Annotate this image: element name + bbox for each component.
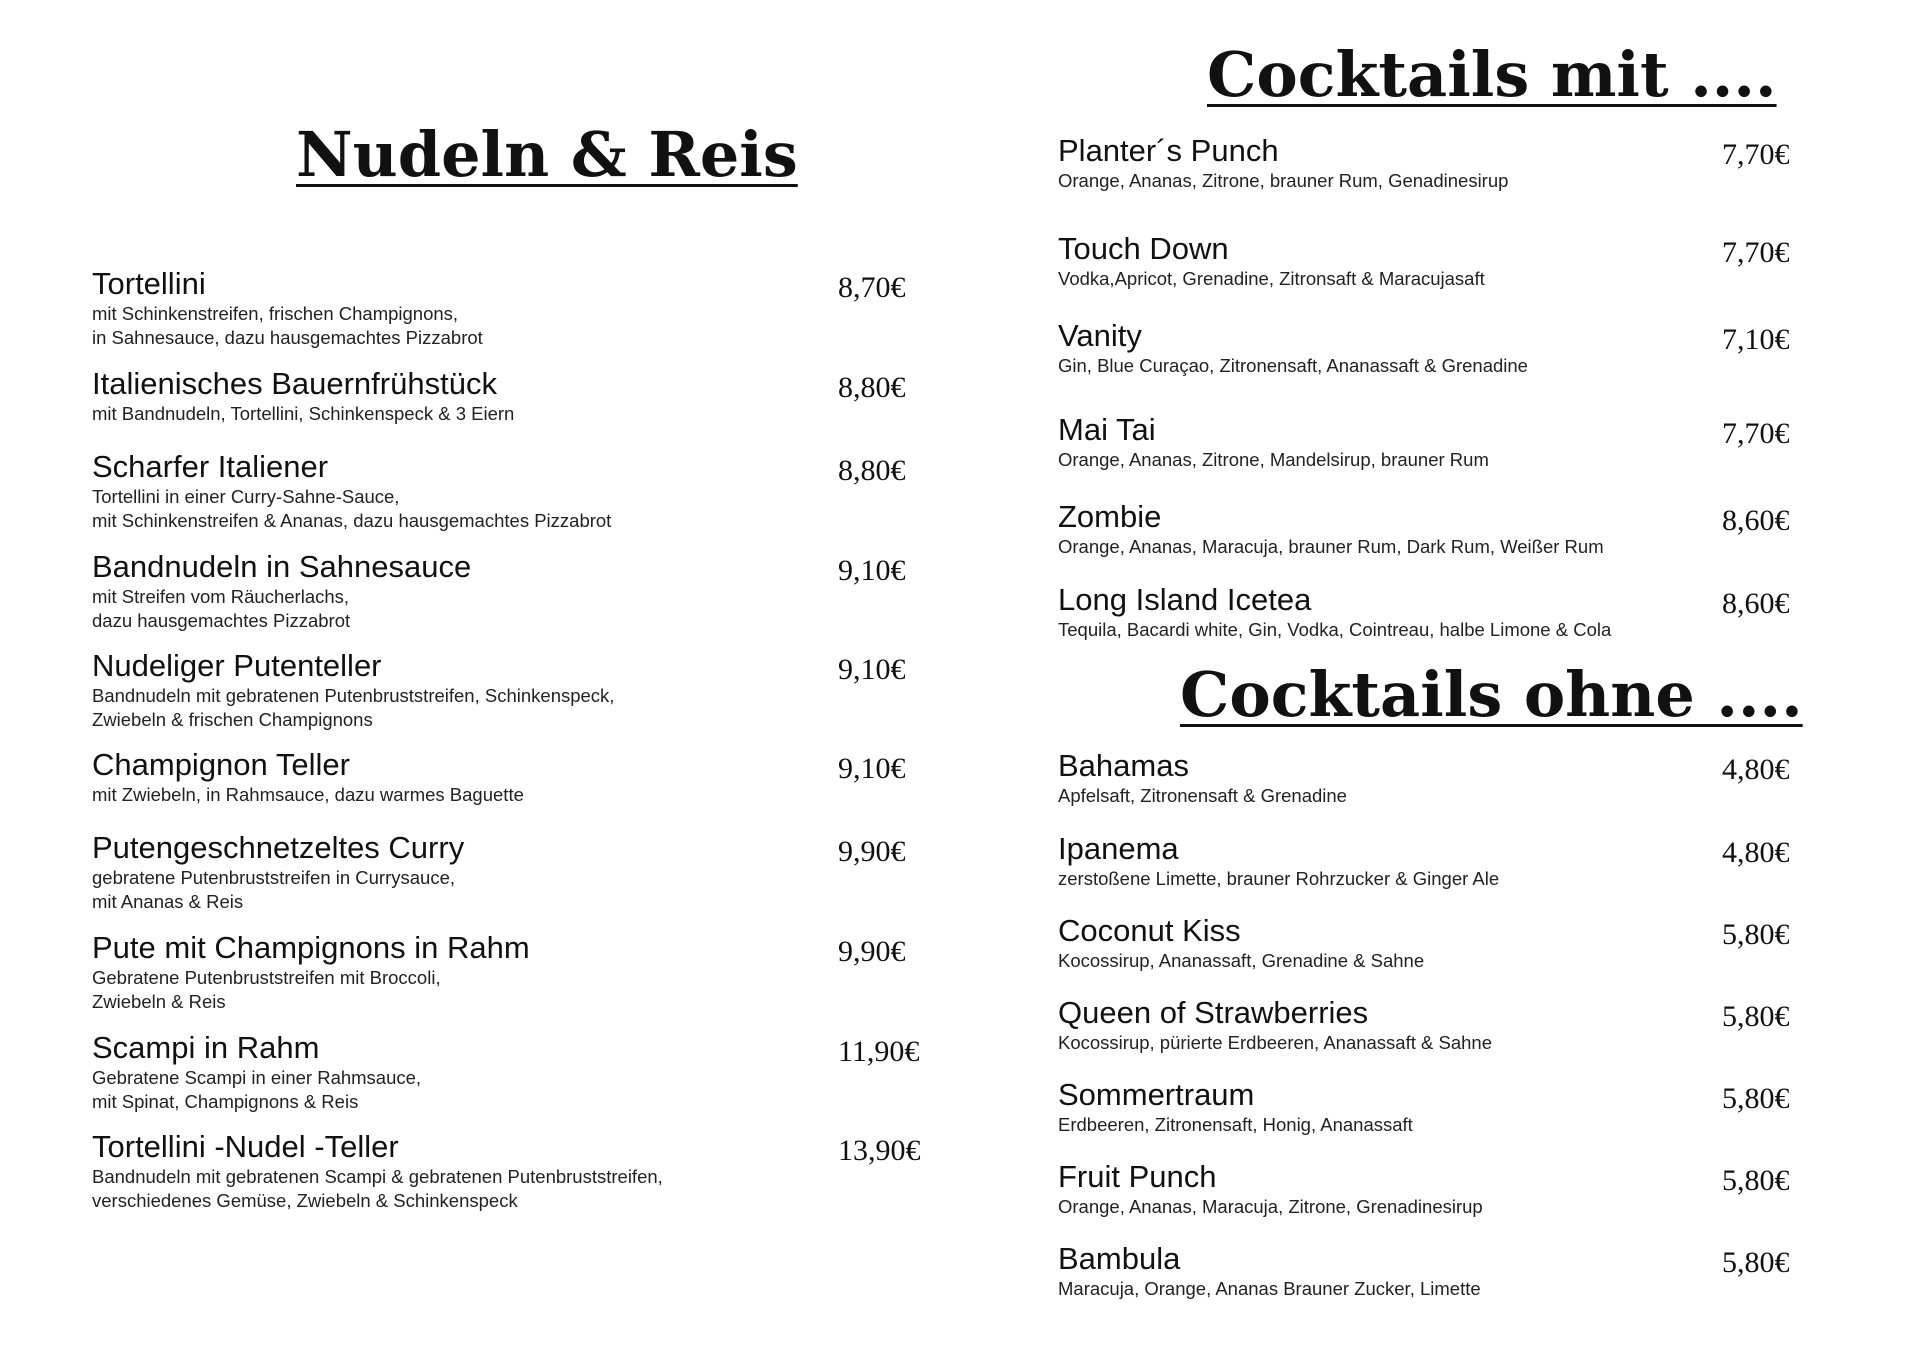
menu-item-name: Fruit Punch [1058,1159,1217,1194]
menu-item-description: gebratene Putenbruststreifen in Currysauce, mit Ananas & Reis [92,867,456,912]
menu-item [1058,582,1778,642]
menu-item [92,366,812,426]
menu-item [1058,1241,1778,1301]
menu-item-description: mit Zwiebeln, in Rahmsauce, dazu warmes Baguette [92,784,524,805]
menu-item-price: 9,10€ [838,554,906,587]
menu-item-price: 7,70€ [1722,236,1790,269]
menu-item-price: 9,10€ [838,653,906,686]
menu-item [92,930,812,1014]
menu-item-description: Erdbeeren, Zitronensaft, Honig, Ananassaft [1058,1114,1413,1135]
menu-item-price: 11,90€ [838,1035,920,1068]
menu-item [92,1129,812,1213]
section-title-nudeln-reis: Nudeln & Reis [296,118,798,191]
menu-item [92,830,812,914]
menu-item [92,1030,812,1114]
menu-item [1058,318,1778,378]
menu-item [1058,831,1778,891]
menu-item-description: Bandnudeln mit gebratenen Scampi & gebratenen Putenbruststreifen, verschiedenes Gemüse, Zwiebeln & Schinkenspeck [92,1166,663,1211]
menu-item-price: 9,90€ [838,835,906,868]
menu-item-name: Mai Tai [1058,412,1156,447]
menu-item-description: Kocossirup, Ananassaft, Grenadine & Sahne [1058,950,1425,971]
menu-item [1058,913,1778,973]
menu-item-description: Gebratene Putenbruststreifen mit Broccoli, Zwiebeln & Reis [92,967,441,1012]
menu-item-price: 8,60€ [1722,587,1790,620]
menu-item-description: Kocossirup, pürierte Erdbeeren, Ananassaft & Sahne [1058,1032,1492,1053]
menu-item-name: Italienisches Bauernfrühstück [92,366,497,401]
menu-item [1058,1159,1778,1219]
menu-item-description: Orange, Ananas, Zitrone, brauner Rum, Genadinesirup [1058,170,1509,191]
menu-item [92,449,812,533]
menu-item-name: Bandnudeln in Sahnesauce [92,549,472,584]
menu-item-name: Sommertraum [1058,1077,1255,1112]
menu-item-name: Ipanema [1058,831,1179,866]
menu-item-description: Bandnudeln mit gebratenen Putenbruststreifen, Schinkenspeck, Zwiebeln & frischen Champignons [92,685,615,730]
menu-item-price: 8,80€ [838,454,906,487]
menu-item-name: Queen of Strawberries [1058,995,1369,1030]
menu-item-price: 4,80€ [1722,836,1790,869]
menu-item-name: Scharfer Italiener [92,449,329,484]
menu-item-price: 8,60€ [1722,504,1790,537]
menu-item [1058,133,1778,193]
menu-item-price: 4,80€ [1722,753,1790,786]
menu-item-price: 9,10€ [838,752,906,785]
menu-item [92,549,812,633]
menu-item-name: Nudeliger Putenteller [92,648,382,683]
menu-item [1058,499,1778,559]
menu-item [1058,412,1778,472]
menu-item-price: 9,90€ [838,935,906,968]
menu-item-description: Tortellini in einer Curry-Sahne-Sauce, mit Schinkenstreifen & Ananas, dazu hausgemachtes Pizzabrot [92,486,612,531]
menu-item-price: 7,10€ [1722,323,1790,356]
menu-item-description: mit Schinkenstreifen, frischen Champignons, in Sahnesauce, dazu hausgemachtes Pizzabrot [92,303,483,348]
menu-item-description: Gin, Blue Curaçao, Zitronensaft, Ananassaft & Grenadine [1058,355,1528,376]
menu-item-description: Maracuja, Orange, Ananas Brauner Zucker, Limette [1058,1278,1481,1299]
menu-item-price: 5,80€ [1722,1246,1790,1279]
menu-item-description: Orange, Ananas, Maracuja, brauner Rum, Dark Rum, Weißer Rum [1058,536,1604,557]
menu-item-name: Bambula [1058,1241,1181,1276]
menu-item-price: 8,80€ [838,371,906,404]
menu-item-price: 5,80€ [1722,918,1790,951]
menu-item-price: 7,70€ [1722,417,1790,450]
menu-item-description: Apfelsaft, Zitronensaft & Grenadine [1058,785,1347,806]
menu-item-name: Touch Down [1058,231,1229,266]
menu-item-price: 7,70€ [1722,138,1790,171]
menu-item [1058,231,1778,291]
menu-item-name: Planter´s Punch [1058,133,1279,168]
section-title-cocktails-mit: Cocktails mit .... [1207,38,1777,111]
menu-item-name: Scampi in Rahm [92,1030,320,1065]
menu-item [92,747,812,807]
menu-item-name: Putengeschnetzeltes Curry [92,830,465,865]
menu-item-name: Zombie [1058,499,1162,534]
menu-item-price: 8,70€ [838,271,906,304]
menu-item-name: Champignon Teller [92,747,350,782]
menu-item [92,266,812,350]
menu-item-description: mit Streifen vom Räucherlachs, dazu hausgemachtes Pizzabrot [92,586,351,631]
menu-item-price: 13,90€ [838,1134,921,1167]
menu-item-description: Vodka,Apricot, Grenadine, Zitronsaft & Maracujasaft [1058,268,1485,289]
menu-item-name: Pute mit Champignons in Rahm [92,930,530,965]
menu-item-price: 5,80€ [1722,1164,1790,1197]
menu-item-description: Tequila, Bacardi white, Gin, Vodka, Cointreau, halbe Limone & Cola [1058,619,1612,640]
menu-item-description: Orange, Ananas, Zitrone, Mandelsirup, brauner Rum [1058,449,1489,470]
menu-item-description: Gebratene Scampi in einer Rahmsauce, mit Spinat, Champignons & Reis [92,1067,422,1112]
menu-item-price: 5,80€ [1722,1000,1790,1033]
menu-item-description: zerstoßene Limette, brauner Rohrzucker & Ginger Ale [1058,868,1500,889]
section-title-cocktails-ohne: Cocktails ohne .... [1180,658,1803,731]
menu-item [92,648,812,732]
menu-item [1058,1077,1778,1137]
menu-item-name: Tortellini [92,266,206,301]
menu-item-description: Orange, Ananas, Maracuja, Zitrone, Grenadinesirup [1058,1196,1483,1217]
menu-item-price: 5,80€ [1722,1082,1790,1115]
menu-item-name: Tortellini -Nudel -Teller [92,1129,399,1164]
menu-item-name: Bahamas [1058,748,1189,783]
menu-item [1058,995,1778,1055]
menu-item-description: mit Bandnudeln, Tortellini, Schinkenspeck & 3 Eiern [92,403,515,424]
menu-item-name: Vanity [1058,318,1142,353]
menu-item [1058,748,1778,808]
menu-item-name: Long Island Icetea [1058,582,1312,617]
menu-item-name: Coconut Kiss [1058,913,1241,948]
